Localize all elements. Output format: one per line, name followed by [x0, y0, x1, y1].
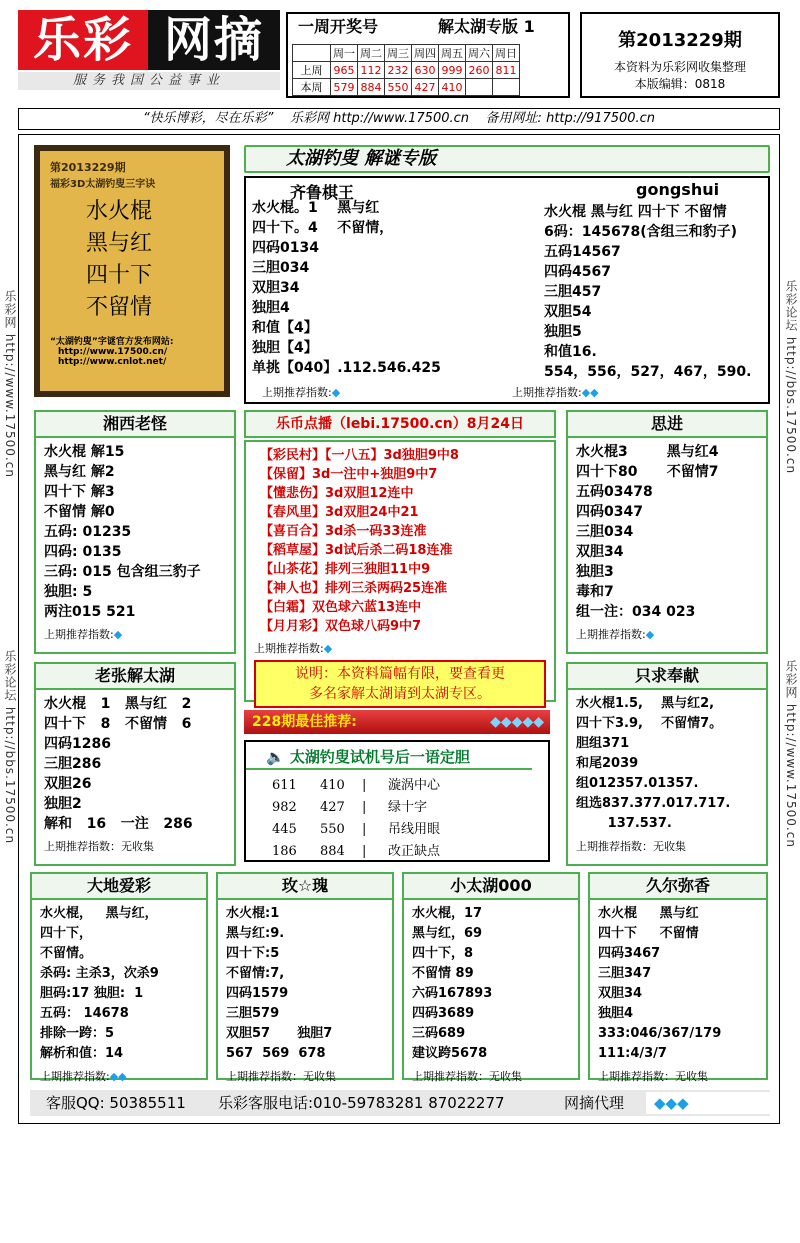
issue-note: 本资料为乐彩网收集整理	[613, 60, 746, 74]
draw-number: 232	[385, 62, 412, 79]
cell: 吊线用眼	[388, 822, 441, 837]
taihu-content-box	[244, 176, 770, 404]
lebi-box	[244, 440, 556, 702]
taihu-title-bar	[244, 145, 770, 173]
panel-title: 小太湖000	[404, 874, 578, 900]
site-link[interactable]: http://www.17500.cn	[333, 111, 470, 126]
draw-box-title	[288, 14, 568, 40]
lebi-title: 乐币点播（lebi.17500.cn）8月24日	[244, 410, 556, 438]
panel-xiangxi	[34, 410, 236, 654]
panel-zhiqiu	[566, 662, 768, 866]
draw-number: 884	[358, 79, 385, 96]
side-text-left-top: 乐彩网 http://www.17500.cn	[3, 290, 17, 478]
panel-title: 玫☆瑰	[218, 874, 392, 900]
foot-label: 上期推荐指数:	[512, 386, 582, 399]
backup-label: 备用网址:	[485, 111, 542, 126]
diamond-icon: ◆	[323, 642, 333, 655]
poster-line: 四十下	[86, 263, 153, 288]
panel-text: 水火棍3 黑与红4 四十下80 不留情7 五码03478 四码0347 三胆034 双胆34 独胆3 毒和7 组一注：034 023	[576, 444, 719, 620]
shiji-box	[244, 740, 550, 862]
diamond-icon: ◆	[113, 628, 123, 641]
cell: 884	[320, 844, 345, 859]
side-text-left-bottom: 乐彩论坛 http://bbs.17500.cn	[3, 650, 17, 845]
panel-title: 久尔弥香	[590, 874, 766, 900]
table-row: 445 550 | 吊线用眼	[272, 820, 440, 840]
foot-label: 上期推荐指数:	[254, 642, 324, 655]
diamond-icons: ◆◆◆	[646, 1092, 770, 1114]
cell: 410	[320, 778, 345, 793]
panel-foot: 上期推荐指数：无收集	[598, 1070, 708, 1083]
panel-laozhang	[34, 662, 236, 866]
cell: 绿十字	[388, 800, 428, 815]
day-header: 周二	[358, 45, 385, 62]
panel-text: 水火棍， 黑与红， 四十下， 不留情。 杀码: 主杀3，次杀9 胆码:17 独胆: 1 五码： 14678 排除一跨：5 解析和值：14	[40, 906, 159, 1061]
shiji-title-text: 太湖钓叟试机号后一语定胆	[289, 748, 470, 766]
taihu-right-text: 水火棍 黑与红 四十下 不留情 6码：145678(含组三和豹子) 五码14567 四码4567 三胆457 双胆54 独胆5 和值16. 554，556，527，467，590.	[544, 204, 752, 380]
day-header: 周四	[412, 45, 439, 62]
day-header: 周一	[331, 45, 358, 62]
draw-table	[292, 44, 520, 96]
foot-label: 上期推荐指数:	[40, 1070, 110, 1083]
panel-foot	[36, 626, 234, 642]
panel-foot	[568, 626, 766, 642]
last-week-label: 上周	[293, 62, 331, 79]
poster	[34, 145, 230, 397]
side-text-right-bottom: 乐彩网 http://www.17500.cn	[784, 660, 798, 848]
taihu-right-foot	[504, 384, 599, 400]
poster-subtitle: 福彩3D太湖钓叟三字诀	[50, 179, 156, 190]
panel-foot	[32, 1068, 206, 1084]
cell: 550	[320, 822, 345, 837]
lebi-foot	[246, 640, 554, 656]
issue-number: 第2013229期	[618, 30, 742, 51]
poster-lines	[40, 190, 224, 324]
logo-subtitle: 服务我国公益事业	[18, 72, 280, 90]
slogan-bar	[18, 108, 780, 130]
table-row: 186 884 | 改正缺点	[272, 842, 440, 862]
site-label: 乐彩网	[289, 111, 329, 126]
draw-number: 811	[493, 62, 520, 79]
taihu-right-name: gongshui	[636, 180, 720, 199]
cell: 982	[272, 800, 297, 815]
draw-number: 965	[331, 62, 358, 79]
panel-meigui	[216, 872, 394, 1083]
panel-jiuer	[588, 872, 768, 1083]
poster-url1[interactable]: http://www.17500.cn/	[58, 347, 168, 357]
panel-dadi	[30, 872, 208, 1083]
weekly-draw-box	[286, 12, 570, 98]
logo-black-text: 网摘	[148, 10, 280, 70]
taihu-left-foot	[254, 384, 340, 400]
panel-title: 老张解太湖	[36, 664, 234, 690]
poster-issue: 第2013229期	[50, 161, 126, 174]
diamond-icon: ◆◆	[581, 386, 599, 399]
shiji-title	[246, 742, 532, 770]
issue-editor: 本版编辑：0818	[634, 77, 726, 91]
panel-foot: 上期推荐指数：无收集	[226, 1070, 336, 1083]
footer-tel: 乐彩客服电话:010-59783281 87022277	[218, 1094, 505, 1112]
poster-url2[interactable]: http://www.cnlot.net/	[58, 357, 167, 367]
table-row: 982 427 | 绿十字	[272, 798, 440, 818]
diamond-icon: ◆	[331, 386, 341, 399]
diamond-icon: ◆◆	[109, 1070, 127, 1083]
lebi-list: 【彩民村】【一八五】3d独胆9中8 【保留】3d一注中+独胆9中7 【懂悲伤】3d双胆12连中 【春风里】3d双胆24中21 【喜百合】3d杀一码33连准 【稻草屋】3d试后杀二码18连准 【山茶花】排列三独胆11中9 【神人也】排列三杀两码25连准 【白霜】双色球六蓝13连中 【月月彩】双色球八码9中7	[260, 448, 459, 634]
panel-title: 湘西老怪	[36, 412, 234, 438]
lebi-note: 说明：本资料篇幅有限，要查看更 多名家解太湖请到太湖专区。	[254, 660, 546, 708]
panel-title: 大地爱彩	[32, 874, 206, 900]
footer-agent: 网摘代理	[564, 1094, 625, 1112]
cell: 186	[272, 844, 297, 859]
panel-xiaotaihu	[402, 872, 580, 1083]
poster-line: 不留情	[86, 295, 153, 320]
draw-number: 260	[466, 62, 493, 79]
weekly-title: 一周开奖号	[298, 17, 379, 36]
best-label: 228期最佳推荐:	[252, 714, 357, 730]
panel-sijin	[566, 410, 768, 654]
panel-foot: 上期推荐指数：无收集	[576, 840, 686, 853]
day-header: 周六	[466, 45, 493, 62]
panel-text: 水火棍，17 黑与红，69 四十下，8 不留情 89 六码167893 四码3689 三码689 建议跨5678	[412, 906, 493, 1061]
panel-title: 只求奉献	[568, 664, 766, 690]
panel-text: 水火棍1.5, 黑与红2, 四十下3.9, 不留情7。 胆组371 和尾2039 组012357.01357. 组选837.377.017.717. 137.537.	[576, 696, 731, 831]
side-text-right-top: 乐彩论坛 http://bbs.17500.cn	[784, 280, 798, 475]
cell: 611	[272, 778, 297, 793]
draw-number: 410	[439, 79, 466, 96]
slogan-text: “快乐博彩，尽在乐彩”	[142, 111, 274, 126]
day-header: 周五	[439, 45, 466, 62]
panel-title: 思进	[568, 412, 766, 438]
edition-title: 解太湖专版 1	[438, 17, 535, 36]
table-row: 611 410 | 漩涡中心	[272, 776, 440, 796]
taihu-left-text: 水火棍。1 黑与红 四十下。4 不留情， 四码0134 三胆034 双胆34 独胆4 和值【4】 独胆【4】 单挑【040】.112.546.425	[252, 200, 441, 376]
shiji-table	[270, 774, 442, 864]
day-header: 周日	[493, 45, 520, 62]
draw-number	[466, 79, 493, 96]
logo-red-text: 乐彩	[18, 10, 148, 70]
logo	[18, 10, 280, 90]
cell: 漩涡中心	[388, 778, 441, 793]
diamond-icon: ◆	[645, 628, 655, 641]
foot-label: 上期推荐指数:	[262, 386, 332, 399]
draw-number: 999	[439, 62, 466, 79]
diamond-icons: ◆◆◆◆◆	[490, 714, 544, 730]
foot-label: 上期推荐指数:	[576, 628, 646, 641]
draw-number: 427	[412, 79, 439, 96]
panel-text: 水火棍 1 黑与红 2 四十下 8 不留情 6 四码1286 三胆286 双胆26 独胆2 解和 16 一注 286	[44, 696, 193, 832]
backup-link[interactable]: http://917500.cn	[546, 111, 656, 126]
panel-text: 水火棍 黑与红 四十下 不留情 四码3467 三胆347 双胆34 独胆4 333:046/367/179 111:4/3/7	[598, 906, 722, 1061]
issue-box	[580, 12, 780, 98]
panel-foot: 上期推荐指数：无收集	[44, 840, 154, 853]
foot-label: 上期推荐指数:	[44, 628, 114, 641]
draw-number: 550	[385, 79, 412, 96]
cell: 427	[320, 800, 345, 815]
footer-qq: 客服QQ: 50385511	[46, 1094, 186, 1112]
this-week-label: 本周	[293, 79, 331, 96]
draw-number: 630	[412, 62, 439, 79]
poster-pub: “太湖钓叟”字谜官方发布网站:	[50, 337, 174, 347]
taihu-title: 太湖钓叟 解谜专版	[246, 147, 768, 171]
panel-foot: 上期推荐指数：无收集	[412, 1070, 522, 1083]
draw-number	[493, 79, 520, 96]
panel-text: 水火棍 解15 黑与红 解2 四十下 解3 不留情 解0 五码: 01235 四码: 0135 三码: 015 包含组三豹子 独胆: 5 两注015 521	[44, 444, 201, 620]
panel-text: 水火棍:1 黑与红:9. 四十下:5 不留情:7, 四码1579 三胆579 双胆57 独胆7 567 569 678	[226, 906, 333, 1061]
footer-bar	[30, 1090, 770, 1116]
best-recommend-bar	[244, 710, 550, 734]
cell: 改正缺点	[388, 844, 441, 859]
cell: 445	[272, 822, 297, 837]
draw-number: 579	[331, 79, 358, 96]
taihu-left-name: 齐鲁棋王	[290, 183, 355, 202]
poster-line: 黑与红	[86, 231, 153, 256]
day-header: 周三	[385, 45, 412, 62]
draw-number: 112	[358, 62, 385, 79]
speaker-icon: 🔈	[266, 748, 285, 766]
poster-line: 水火棍	[86, 199, 153, 224]
